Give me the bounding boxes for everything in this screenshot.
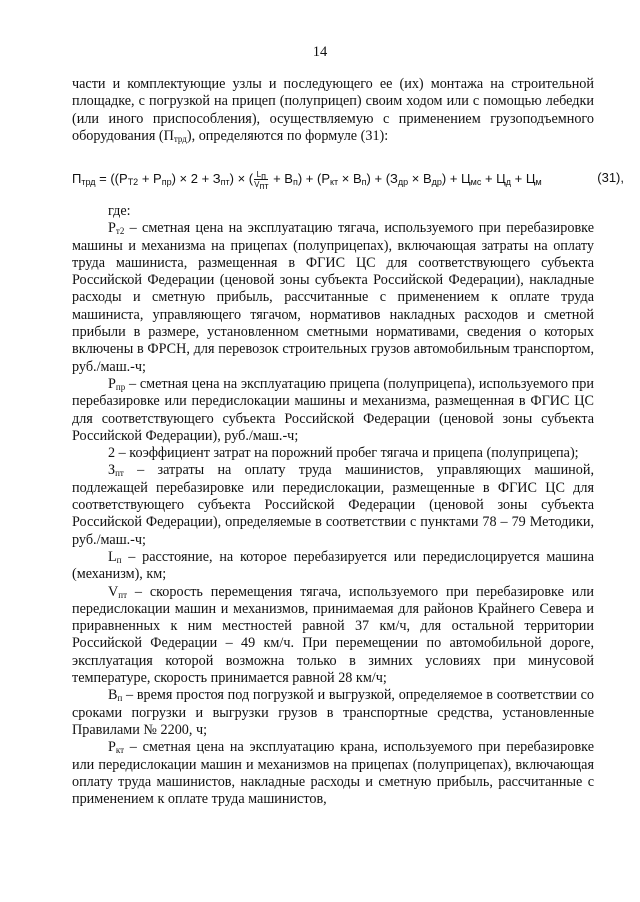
definition-subscript: пр (115, 381, 126, 392)
definition-symbol: З (108, 462, 116, 479)
definition-item (72, 220, 594, 376)
definition-subscript: пт (115, 468, 124, 479)
definition-text: – расстояние, на которое перебазируется или передислоцируется машина (механизм), км; (72, 548, 594, 583)
definition-text: – сметная цена на эксплуатацию крана, используемого при перебазировке или передислокации машин и механизмов на прицепах (полуприцепах), включающая оплату труда машинистов, накладные расходы и сметную прибыль, рассчитанные с применением к оплате труда машинистов, (72, 739, 594, 808)
definition-text: – время простоя под погрузкой и выгрузкой, определяемое в соответствии со сроками погрузки и выгрузки грузов в транспортные средства, установленные Правилами № 2200, ч; (72, 687, 594, 738)
definition-text: – затраты на оплату труда машинистов, управляющих машиной, подлежащей перебазировке или передислокации, размещенные в ФГИС ЦС для соответствующего субъекта Российской Федерации (ценовой зоны субъекта Российской Федерации), определяемые в соответствии с пунктами 78 – 79 Методики, руб./маш.-ч; (72, 462, 594, 548)
intro-sub: трд (173, 133, 187, 144)
definition-item (72, 549, 594, 584)
definition-symbol: 2 (108, 445, 116, 462)
formula-number: (31), (597, 170, 624, 185)
intro-text-main: части и комплектующие узлы и последующего ее (их) монтажа на строительной площадке, с погрузкой на прицеп (полуприцеп) своим ходом или с помощью лебедки (или иного приспособления), осуществляемую с применением грузоподъемного оборудования (П (72, 76, 594, 144)
definition-symbol: L (108, 548, 117, 565)
formula-31 (72, 164, 632, 194)
intro-paragraph (72, 76, 594, 145)
definition-item (72, 445, 594, 462)
definition-symbol: Р (108, 739, 116, 756)
intro-text (72, 76, 594, 145)
definition-subscript: п (117, 693, 123, 704)
definition-item (72, 376, 594, 445)
definition-subscript: пт (118, 589, 127, 600)
definition-text: – сметная цена на эксплуатацию прицепа (полуприцепа), используемого при перебазировке или передислокации машины и механизма, размещенная в ФГИС ЦС для соответствующего субъекта Российской Федерации (ценовой зоны субъекта Российской Федерации), руб./маш.-ч; (72, 375, 594, 444)
definition-item (72, 687, 594, 739)
formula-fraction: $\frac{L_п}{V_{пт}}$ (254, 170, 269, 191)
where-label: где: (108, 203, 131, 219)
definitions-section (72, 203, 594, 808)
definition-subscript: кт (115, 745, 125, 756)
definition-item (72, 462, 594, 548)
intro-text-tail: ), определяются по формуле (31): (186, 127, 389, 144)
definition-text: – скорость перемещения тягача, используемого при перебазировке или передислокации машин и механизмов, принимаемая для районов Крайнего Севера и приравненных к ним местностей равной 37 км/ч, для остальной территории Российской Федерации – 49 км/ч. При перемещении по автомобильной дороге, эксплуатация которой возможна только в зимних условиях при минусовой температуре, скорость принимается равной 28 км/ч; (72, 583, 594, 687)
formula-expression: $П_{трд} = ((Р_{Т2} + Р_{пр}) \times 2 + З_{пт})$ × ( $\frac{L_п}{V_{пт}}$ + $В_п) + (Р_{кт} \times В_п) + (З_{др} \times В_{др}) + Ц_{мс} + Ц_д + Ц_м$ (72, 170, 542, 191)
definition-subscript: п (116, 554, 122, 565)
definition-text: – коэффициент затрат на порожний пробег тягача и прицепа (полуприцепа); (115, 445, 579, 462)
page-number: 14 (312, 44, 328, 60)
definition-item (72, 739, 594, 808)
definition-symbol: V (108, 583, 119, 600)
definition-symbol: В (108, 687, 118, 704)
definition-symbol: Р (108, 375, 116, 392)
definition-text: – сметная цена на эксплуатацию тягача, используемого при перебазировке машины и механизма на прицепах (полуприцепах), включающая затраты на оплату труда машиниста, размещенная в ФГИС ЦС для соответствующего субъекта Российской Федерации (ценовой зоны субъекта Российской Федерации), накладные расходы и сметную прибыль, рассчитанные с применением к оплате труда машиниста, управляющего тягачом, нормативов накладных расходов и сметной прибыли в размере, установленном сметными нормативами, сведения о которых включены в ФРСН, для перевозок строительных грузов автомобильным транспортом, руб./маш.-ч; (72, 220, 594, 375)
definition-symbol: Р (108, 220, 116, 237)
definition-item (72, 584, 594, 688)
definition-subscript: т2 (115, 226, 125, 237)
